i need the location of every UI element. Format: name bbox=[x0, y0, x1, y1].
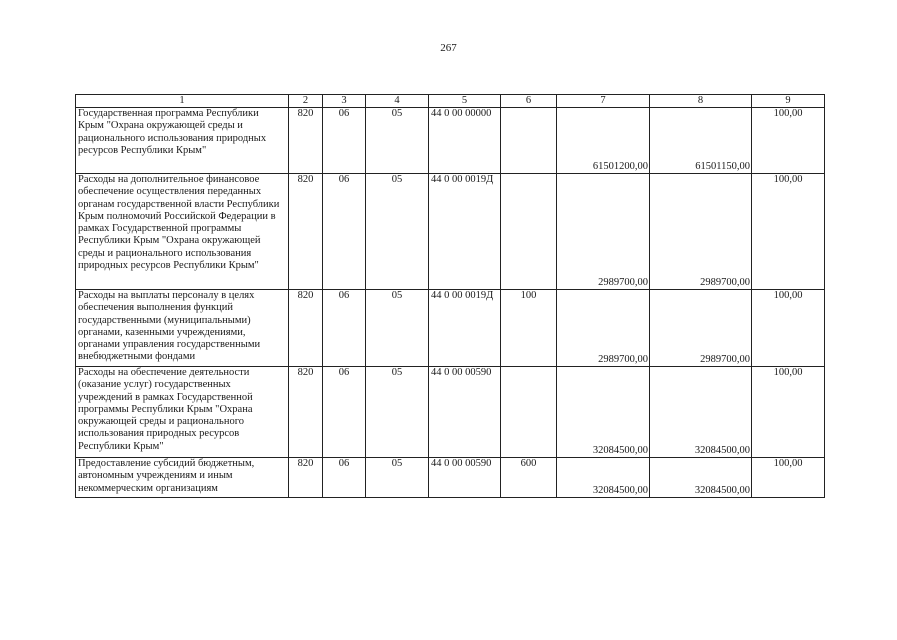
row-name: Государственная программа Республики Крым "Охрана окружающей среды и рационального использования природных ресурсов Республики Крым" bbox=[76, 108, 289, 174]
amount-plan: 61501200,00 bbox=[557, 108, 650, 174]
table-row bbox=[76, 290, 825, 367]
row-name: Расходы на обеспечение деятельности (оказание услуг) государственных учреждений в рамках Государственной программы Республики Крым "Охрана окружающей среды и рационального использования природных ресурсов Республики Крым" bbox=[76, 367, 289, 458]
section-code: 06 bbox=[323, 290, 366, 367]
amount-executed: 32084500,00 bbox=[650, 367, 752, 458]
expense-type bbox=[501, 174, 557, 290]
row-name: Предоставление субсидий бюджетным, автономным учреждениям и иным некоммерческим организациям bbox=[76, 458, 289, 498]
column-header: 4 bbox=[366, 95, 429, 108]
section-code: 06 bbox=[323, 367, 366, 458]
amount-executed: 2989700,00 bbox=[650, 290, 752, 367]
subsection-code: 05 bbox=[366, 108, 429, 174]
page-number: 267 bbox=[440, 42, 457, 54]
execution-percent: 100,00 bbox=[752, 367, 825, 458]
table-row bbox=[76, 174, 825, 290]
expense-type bbox=[501, 367, 557, 458]
column-header: 7 bbox=[557, 95, 650, 108]
expense-type bbox=[501, 108, 557, 174]
row-name: Расходы на выплаты персоналу в целях обеспечения выполнения функций государственными (муниципальными) органами, казенными учреждениями, органами управления государственными внебюджетными фондами bbox=[76, 290, 289, 367]
execution-percent: 100,00 bbox=[752, 458, 825, 498]
row-name: Расходы на дополнительное финансовое обеспечение осуществления переданных органам государственной власти Республики Крым полномочий Российской Федерации в рамках Государственной программы Республики Крым "Охрана окружающей среды и рационального использования природных ресурсов Республики Крым" bbox=[76, 174, 289, 290]
column-header: 3 bbox=[323, 95, 366, 108]
ministry-code: 820 bbox=[289, 174, 323, 290]
execution-percent: 100,00 bbox=[752, 108, 825, 174]
table-header-row bbox=[76, 95, 825, 108]
amount-executed: 2989700,00 bbox=[650, 174, 752, 290]
amount-plan: 2989700,00 bbox=[557, 174, 650, 290]
amount-plan: 2989700,00 bbox=[557, 290, 650, 367]
table-row bbox=[76, 458, 825, 498]
column-header: 2 bbox=[289, 95, 323, 108]
ministry-code: 820 bbox=[289, 290, 323, 367]
target-article: 44 0 00 00590 bbox=[429, 458, 501, 498]
expense-type: 600 bbox=[501, 458, 557, 498]
column-header: 8 bbox=[650, 95, 752, 108]
subsection-code: 05 bbox=[366, 367, 429, 458]
section-code: 06 bbox=[323, 458, 366, 498]
column-header: 5 bbox=[429, 95, 501, 108]
column-header: 1 bbox=[76, 95, 289, 108]
target-article: 44 0 00 00590 bbox=[429, 367, 501, 458]
amount-executed: 61501150,00 bbox=[650, 108, 752, 174]
amount-plan: 32084500,00 bbox=[557, 367, 650, 458]
subsection-code: 05 bbox=[366, 458, 429, 498]
column-header: 9 bbox=[752, 95, 825, 108]
expense-type: 100 bbox=[501, 290, 557, 367]
target-article: 44 0 00 0019Д bbox=[429, 290, 501, 367]
ministry-code: 820 bbox=[289, 458, 323, 498]
target-article: 44 0 00 0019Д bbox=[429, 174, 501, 290]
section-code: 06 bbox=[323, 174, 366, 290]
table-row bbox=[76, 367, 825, 458]
amount-executed: 32084500,00 bbox=[650, 458, 752, 498]
execution-percent: 100,00 bbox=[752, 290, 825, 367]
ministry-code: 820 bbox=[289, 367, 323, 458]
column-header: 6 bbox=[501, 95, 557, 108]
subsection-code: 05 bbox=[366, 174, 429, 290]
amount-plan: 32084500,00 bbox=[557, 458, 650, 498]
subsection-code: 05 bbox=[366, 290, 429, 367]
table-body bbox=[76, 95, 825, 498]
section-code: 06 bbox=[323, 108, 366, 174]
execution-percent: 100,00 bbox=[752, 174, 825, 290]
table-row bbox=[76, 108, 825, 174]
target-article: 44 0 00 00000 bbox=[429, 108, 501, 174]
ministry-code: 820 bbox=[289, 108, 323, 174]
budget-table bbox=[75, 94, 825, 498]
